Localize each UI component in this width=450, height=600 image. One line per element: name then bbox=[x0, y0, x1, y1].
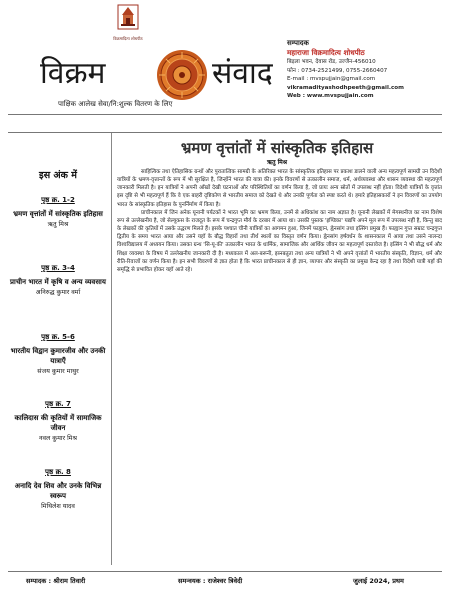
toc-title: प्राचीन भारत में कृषि व अन्य व्यवसाय bbox=[10, 278, 106, 286]
toc-item bbox=[8, 196, 108, 229]
masthead-title-right: संवाद bbox=[212, 56, 273, 91]
toc-item bbox=[8, 468, 108, 511]
toc-title: कालिदास की कृतियों में सामाजिक जीवन bbox=[14, 414, 102, 432]
toc-author: मिथिलेश यादव bbox=[41, 503, 75, 510]
article-body bbox=[117, 168, 442, 566]
footer-editor: सम्पादक : श्रीराम तिवारी bbox=[26, 577, 86, 585]
contact-heading: सम्पादक bbox=[287, 39, 309, 47]
toc-page-range: पृष्ठ क्र. 1-2 bbox=[41, 196, 75, 204]
contact-web: Web : www.mvspujjain.com bbox=[287, 93, 374, 100]
masthead-tagline: पाक्षिक आलेख सेवा/नि:शुल्क वितरण के लिए bbox=[58, 100, 173, 108]
footer-issue: जुलाई 2024, प्रथम bbox=[353, 577, 404, 585]
contact-address: बिड़ला भवन, देवास रोड, उज्जैन-456010 bbox=[287, 59, 376, 65]
column-divider bbox=[111, 133, 112, 565]
footer-divider bbox=[8, 571, 442, 572]
contact-org: महाराजा विक्रमादित्य शोधपीठ bbox=[287, 48, 365, 57]
sun-seal-icon bbox=[156, 49, 208, 101]
temple-emblem-icon bbox=[117, 4, 139, 30]
toc-page-range: पृष्ठ क्र. 8 bbox=[45, 468, 71, 476]
toc-item bbox=[8, 333, 108, 376]
toc-item bbox=[8, 400, 108, 443]
footer-coordinator: समन्वयक : राजेश्वर त्रिवेदी bbox=[178, 577, 243, 585]
contact-email: E-mail : mvspujjain@gmail.com bbox=[287, 76, 376, 83]
toc-author: अनिरुद्ध कुमार वर्मा bbox=[35, 289, 81, 296]
toc-author: संजय कुमार माथुर bbox=[37, 368, 79, 375]
toc-title: भ्रमण वृत्तांतों में सांस्कृतिक इतिहास bbox=[13, 210, 103, 218]
toc-item bbox=[8, 264, 108, 297]
contents-heading: इस अंक में bbox=[39, 170, 77, 181]
article-byline: ऋतु मिश्र bbox=[266, 159, 288, 166]
toc-page-range: पृष्ठ क्र. 5-6 bbox=[41, 333, 75, 341]
contact-phone: फोन : 0734-2521499, 0755-2660407 bbox=[287, 67, 388, 74]
contact-email-secondary: vikramadityashodhpeeth@gmail.com bbox=[287, 84, 404, 91]
toc-author: ऋतु मिश्र bbox=[47, 221, 69, 228]
article-title: भ्रमण वृत्तांतों में सांस्कृतिक इतिहास bbox=[180, 139, 374, 157]
logo-caption: विक्रमादित्य शोधपीठ bbox=[113, 36, 143, 41]
contact-block bbox=[287, 38, 447, 101]
toc-page-range: पृष्ठ क्र. 7 bbox=[45, 400, 71, 408]
toc-author: नवल कुमार मिश्र bbox=[39, 435, 77, 442]
header-divider bbox=[8, 114, 442, 115]
article-paragraph: साहित्यिक तथा ऐतिहासिक ग्रन्थों और पुरातात्विक सामग्री के अतिरिक्त भारत के सांस्कृतिक इतिहास पर प्रकाश डालने वाली अन्य महत्वपूर्ण सामग्री उन विदेशी यात्रियों के भ्रमण-वृत्तान्तों के रूप में भी सुरक्षित है, जिन्होंने भारत की यात्रा की। इनके विवरणों से तत्कालीन समाज, धर्म, अर्थव्यवस्था और शासन व्यवस्था की महत्वपूर्ण जानकारी मिलती है। इन यात्रियों ने अपनी आँखों देखी घटनाओं और परिस्थितियों का वर्णन किया है, जो प्रायः अन्य स्रोतों में उपलब्ध नहीं होता। विदेशी यात्रियों के वृत्तांत इस दृष्टि से भी महत्वपूर्ण हैं कि वे एक बाहरी दृष्टिकोण से भारतीय समाज को देखते थे और उनकी पूर्णता को स्पष्ट करते थे। हमारे इतिहासकारों ने इन विवरणों का उपयोग भारत के सांस्कृतिक इतिहास के पुनर्निर्माण में किया है। bbox=[117, 169, 442, 208]
toc-page-range: पृष्ठ क्र. 3-4 bbox=[41, 264, 75, 272]
masthead-title-left: विक्रम bbox=[40, 56, 106, 91]
contents-sidebar bbox=[8, 130, 108, 530]
article-paragraph: प्राचीनकाल में जिन अनेक यूनानी पर्यटकों ने भारत भूमि का भ्रमण किया, उनमें से अधिकांश का नाम अज्ञात है। यूनानी लेखकों में मेगस्थनीज का नाम विशेष रूप से उल्लेखनीय है, जो सेल्यूकस के राजदूत के रूप में चन्द्रगुप्त मौर्य के दरबार में आया था। उसकी पुस्तक 'इण्डिका' यद्यपि अपने मूल रूप में उपलब्ध नहीं है, किन्तु बाद के लेखकों की कृतियों में उसके उद्धरण मिलते हैं। इसके पश्चात चीनी यात्रियों का आगमन हुआ, जिनमें फाह्यान, ह्वेनसांग तथा इत्सिंग प्रमुख हैं। फाह्यान गुप्त सम्राट चन्द्रगुप्त द्वितीय के समय भारत आया और उसने यहाँ के बौद्ध विहारों तथा तीर्थ स्थलों का विस्तृत वर्णन किया। ह्वेनसांग हर्षवर्धन के शासनकाल में आया तथा उसने नालन्दा विश्वविद्यालय में अध्ययन किया। उसका ग्रन्थ 'सि-यू-की' तत्कालीन भारत के धार्मिक, सामाजिक और आर्थिक जीवन का महत्वपूर्ण दस्तावेज है। इत्सिंग ने भी बौद्ध धर्म और शिक्षा व्यवस्था के विषय में उल्लेखनीय जानकारी दी है। मध्यकाल में अल-बरूनी, इब्नबतूता तथा अन्य यात्रियों ने भी अपने वृत्तांतों में भारतीय संस्कृति, विज्ञान, धर्म और रीति-रिवाजों का वर्णन किया है। इन सभी विवरणों से ज्ञात होता है कि भारत प्राचीनकाल से ही ज्ञान, व्यापार और संस्कृति का प्रमुख केन्द्र रहा है तथा विदेशी यात्री यहाँ की समृद्धि से प्रभावित होकर यहाँ आते रहे। bbox=[117, 209, 442, 273]
toc-title: भारतीय विद्वान कुमारजीव और उनकी यात्राएँ bbox=[10, 347, 106, 365]
toc-title: अनादि देव शिव और उनके विभिन्न स्वरूप bbox=[14, 482, 102, 500]
institute-logo bbox=[100, 4, 156, 58]
